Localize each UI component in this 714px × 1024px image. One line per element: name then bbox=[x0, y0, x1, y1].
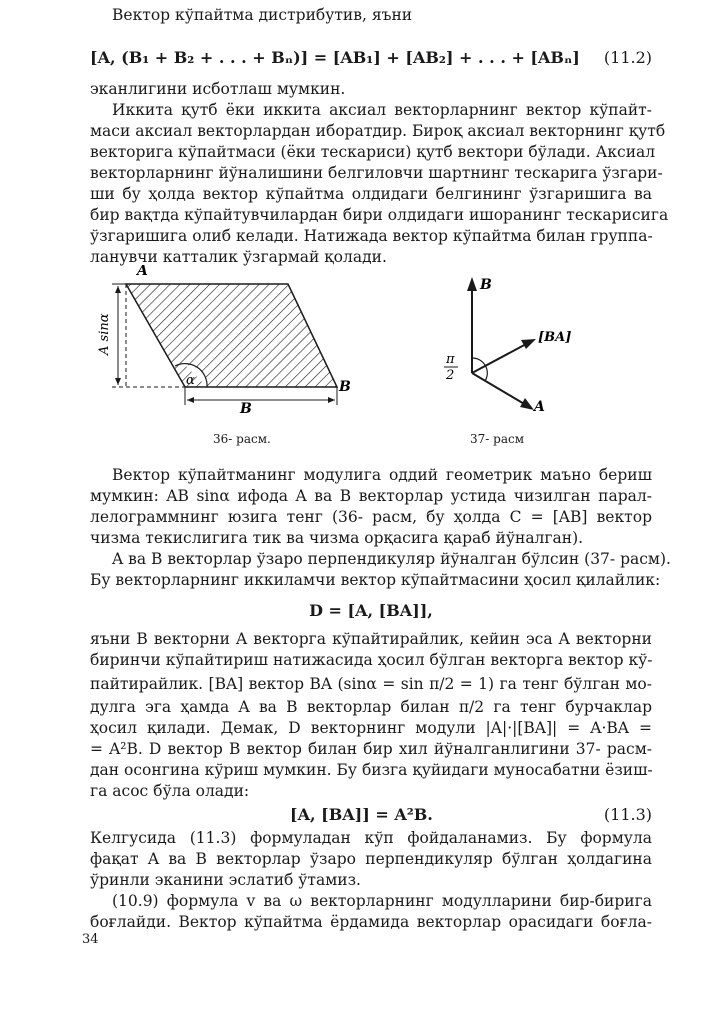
label-b-vertex: B bbox=[339, 379, 351, 395]
formula-11-3-number: (11.3) bbox=[603, 805, 652, 824]
label-two: 2 bbox=[446, 368, 455, 383]
label-pi: π bbox=[446, 352, 455, 367]
label-a-top: A bbox=[137, 265, 148, 279]
text-line: биринчи кўпайтириш натижасида ҳосил бўлган векторга вектор кў- bbox=[90, 651, 653, 669]
figure-36-caption: 36- расм. bbox=[213, 432, 271, 446]
text-line: ши бу ҳолда вектор кўпайтма олдидаги белгининг ўзгаришига ва bbox=[90, 185, 652, 203]
intro-line: Вектор кўпайтма дистрибутив, яъни bbox=[112, 6, 413, 24]
text-line: чизма текислигига тик ва чизма орқасига қараб йўналган). bbox=[90, 529, 584, 547]
text-line: фақат A ва B векторлар ўзаро перпендикуляр бўлган ҳолдагина bbox=[90, 850, 652, 868]
label-asin-alpha: A sinα bbox=[97, 313, 112, 355]
label-ba: [BA] bbox=[538, 330, 572, 345]
parallelogram-shape bbox=[126, 284, 337, 387]
text-line: ўзгаришига олиб келади. Натижада вектор кўпайтма билан группа- bbox=[90, 227, 653, 245]
text-line: эканлигини исботлаш мумкин. bbox=[90, 80, 346, 98]
text-line: боғлайди. Вектор кўпайтма ёрдамида векторлар орасидаги боғла- bbox=[90, 913, 652, 931]
text-line: га асос бўла олади: bbox=[90, 782, 250, 800]
text-line: ҳосил қилади. Демак, D векторнинг модули |A|·|[BA]| = A·BA = bbox=[90, 719, 652, 737]
text-line: Келгусида (11.3) формуладан кўп фойдаланамиз. Бу формула bbox=[90, 829, 652, 847]
page-number: 34 bbox=[82, 932, 99, 947]
text-line: (10.9) формула v ва ω векторларнинг модулларини бир-бирига bbox=[112, 892, 652, 910]
text-line: Иккита қутб ёки иккита аксиал векторларнинг вектор кўпайт- bbox=[112, 101, 652, 119]
vector-ba bbox=[472, 343, 528, 373]
text-line: дулга эга ҳамда A ва B векторлар билан π/2 га тенг бурчаклар bbox=[90, 698, 652, 716]
formula-11-2-number: (11.2) bbox=[603, 48, 652, 67]
text-line: ланувчи катталик ўзгармай қолади. bbox=[90, 248, 387, 266]
text-line: ўринли эканини эслатиб ўтамиз. bbox=[90, 871, 361, 889]
figure-36-parallelogram bbox=[90, 265, 380, 430]
text-line: маси аксиал векторлардан иборатдир. Бироқ аксиал векторнинг қутб bbox=[90, 122, 666, 140]
text-line: векторига кўпайтмаси (ёки тескариси) қутб вектори бўлади. Аксиал bbox=[90, 143, 656, 161]
text-line: дан осонгина кўриш мумкин. Бу бизга қуйидаги муносабатни ёзиш- bbox=[90, 761, 653, 779]
vector-a bbox=[472, 373, 526, 405]
formula-d: D = [A, [BA]], bbox=[309, 601, 433, 620]
text-line: лелограммнинг юзига тенг (36- расм, бу ҳолда C = [AB] вектор bbox=[90, 508, 652, 526]
label-b: B bbox=[480, 277, 492, 293]
text-line: векторларнинг йўналишини белгиловчи шартнинг тескарига ўзгари- bbox=[90, 164, 663, 182]
label-alpha: α bbox=[186, 373, 195, 388]
text-line: пайтирайлик. [BA] вектор BA (sinα = sin π/2 = 1) га тенг бўлган мо- bbox=[90, 675, 652, 693]
text-line: Бу векторларнинг иккиламчи вектор кўпайтмасини ҳосил қилайлик: bbox=[90, 571, 661, 589]
text-line: A ва B векторлар ўзаро перпендикуляр йўналган бўлсин (37- расм). bbox=[112, 550, 671, 568]
formula-11-2: [A, (B₁ + B₂ + . . . + Bₙ)] = [AB₁] + [AB₂] + . . . + [ABₙ] (11.2) bbox=[90, 48, 652, 67]
figure-37-caption: 37- расм bbox=[470, 432, 525, 446]
text-line: = A²B. D вектор B вектор билан бир хил йўналганлигини 37- расм- bbox=[90, 740, 652, 758]
text-line: мумкин: AB sinα ифода A ва B векторлар устида чизилган парал- bbox=[90, 487, 652, 505]
label-a: A bbox=[534, 399, 545, 415]
text-line: яъни B векторни A векторга кўпайтирайлик, кейин эса A векторни bbox=[90, 630, 652, 648]
figure-37-vectors bbox=[430, 265, 580, 430]
text-line: Вектор кўпайтманинг модулига оддий геометрик маъно бериш bbox=[112, 466, 652, 484]
label-b-base: B bbox=[240, 401, 252, 417]
text-line: бир вақтда кўпайтувчилардан бири олдидаги ишоранинг тескарисига bbox=[90, 206, 669, 224]
